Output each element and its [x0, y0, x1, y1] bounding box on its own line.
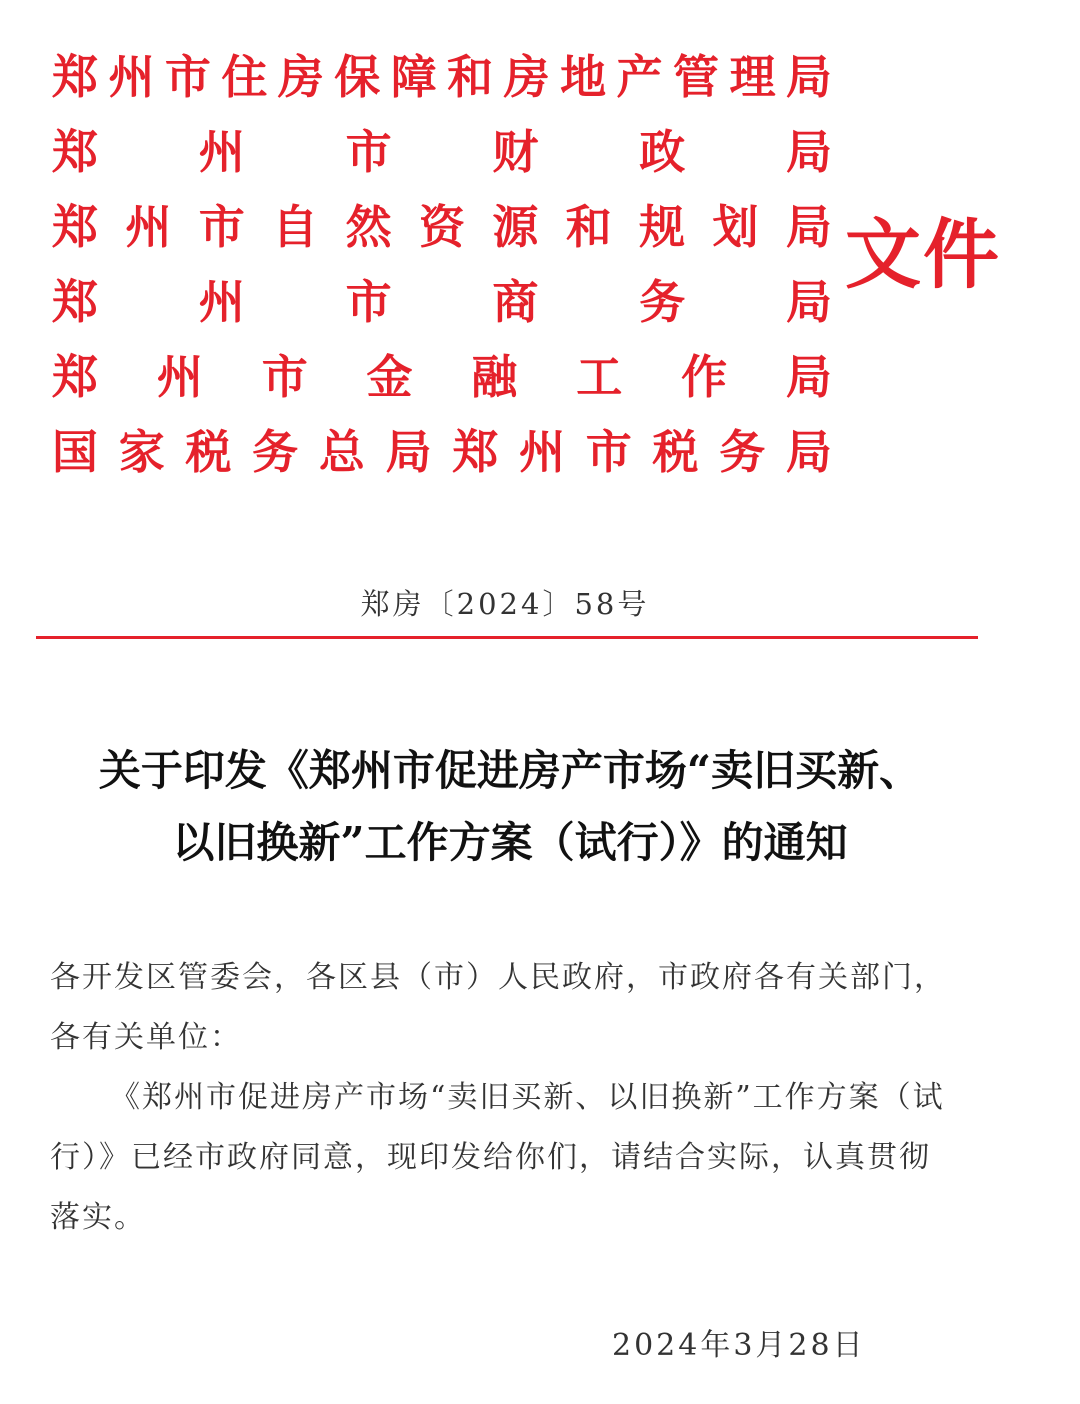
issuer-line — [52, 190, 832, 265]
issuer-char: 和 — [447, 50, 494, 104]
issuer-char: 源 — [492, 200, 539, 254]
issue-date: 2024年3月28日 — [612, 1328, 866, 1363]
document-title — [40, 735, 980, 879]
title-line-1: 关于印发《郑州市促进房产市场“卖旧买新、 — [98, 746, 922, 795]
issuer-char: 自 — [272, 200, 319, 254]
issuer-char: 国 — [52, 425, 98, 479]
issuer-char: 局 — [785, 350, 832, 404]
issuer-char: 郑 — [52, 200, 98, 254]
issuer-char: 州 — [108, 50, 155, 104]
issuer-line — [52, 265, 832, 340]
issuer-char: 市 — [345, 125, 392, 179]
issuer-line — [52, 340, 832, 415]
issuer-char: 管 — [672, 50, 719, 104]
issuer-char: 市 — [164, 50, 211, 104]
issuer-char: 局 — [785, 125, 832, 179]
issuer-char: 总 — [318, 425, 365, 479]
red-divider-line — [36, 636, 978, 639]
issuer-char: 局 — [785, 275, 832, 329]
issuer-char: 资 — [418, 200, 465, 254]
issuer-char: 郑 — [52, 275, 98, 329]
issuer-char: 产 — [616, 50, 663, 104]
issuer-char: 务 — [639, 275, 686, 329]
issuer-char: 郑 — [52, 125, 98, 179]
issuer-char: 理 — [729, 50, 776, 104]
issuer-char: 局 — [785, 200, 832, 254]
issuer-char: 作 — [681, 350, 728, 404]
issuer-char: 局 — [785, 425, 832, 479]
document-number: 郑房〔2024〕58号 — [360, 587, 650, 621]
issuer-char: 融 — [471, 350, 518, 404]
issuer-char: 房 — [277, 50, 324, 104]
issuer-char: 障 — [390, 50, 437, 104]
issuer-char: 税 — [652, 425, 699, 479]
issuer-char: 州 — [198, 125, 245, 179]
issuer-char: 金 — [366, 350, 413, 404]
issuer-char: 市 — [261, 350, 308, 404]
salutation: 各开发区管委会，各区县（市）人民政府，市政府各有关部门，各有关单位： — [50, 960, 946, 1055]
issuer-char: 市 — [345, 275, 392, 329]
issuer-char: 市 — [585, 425, 632, 479]
issuer-char: 局 — [785, 50, 832, 104]
issuing-authorities — [52, 40, 832, 490]
issuer-char: 郑 — [52, 50, 98, 104]
issuer-char: 然 — [345, 200, 392, 254]
issuer-char: 郑 — [52, 350, 98, 404]
body-paragraph: 《郑州市促进房产市场“卖旧买新、以旧换新”工作方案（试行）》已经市政府同意，现印发给你们，请结合实际，认真贯彻落实。 — [50, 1080, 945, 1235]
issuer-line — [52, 115, 832, 190]
document-body — [50, 948, 960, 1248]
issuer-char: 政 — [639, 125, 686, 179]
issuer-char: 局 — [385, 425, 432, 479]
issuer-char: 州 — [125, 200, 172, 254]
issuer-char: 务 — [719, 425, 766, 479]
issuer-char: 保 — [334, 50, 381, 104]
title-line-2: 以旧换新”工作方案（试行）》的通知 — [172, 818, 848, 867]
issuer-char: 郑 — [452, 425, 499, 479]
issuer-char: 房 — [503, 50, 550, 104]
issuer-char: 住 — [221, 50, 268, 104]
issuer-char: 规 — [639, 200, 686, 254]
issuer-char: 划 — [712, 200, 759, 254]
issuer-char: 和 — [565, 200, 612, 254]
issuer-char: 州 — [156, 350, 203, 404]
issuer-char: 家 — [118, 425, 165, 479]
document-suffix: 文件 — [845, 210, 1001, 299]
issuer-char: 税 — [185, 425, 232, 479]
issuer-char: 商 — [492, 275, 539, 329]
issuer-char: 财 — [492, 125, 539, 179]
issuer-char: 务 — [252, 425, 299, 479]
issuer-line — [52, 40, 832, 115]
issuer-char: 地 — [560, 50, 607, 104]
issuer-char: 工 — [576, 350, 623, 404]
issuer-char: 州 — [198, 275, 245, 329]
issuer-line — [52, 415, 832, 490]
issuer-char: 州 — [519, 425, 566, 479]
issuer-char: 市 — [198, 200, 245, 254]
